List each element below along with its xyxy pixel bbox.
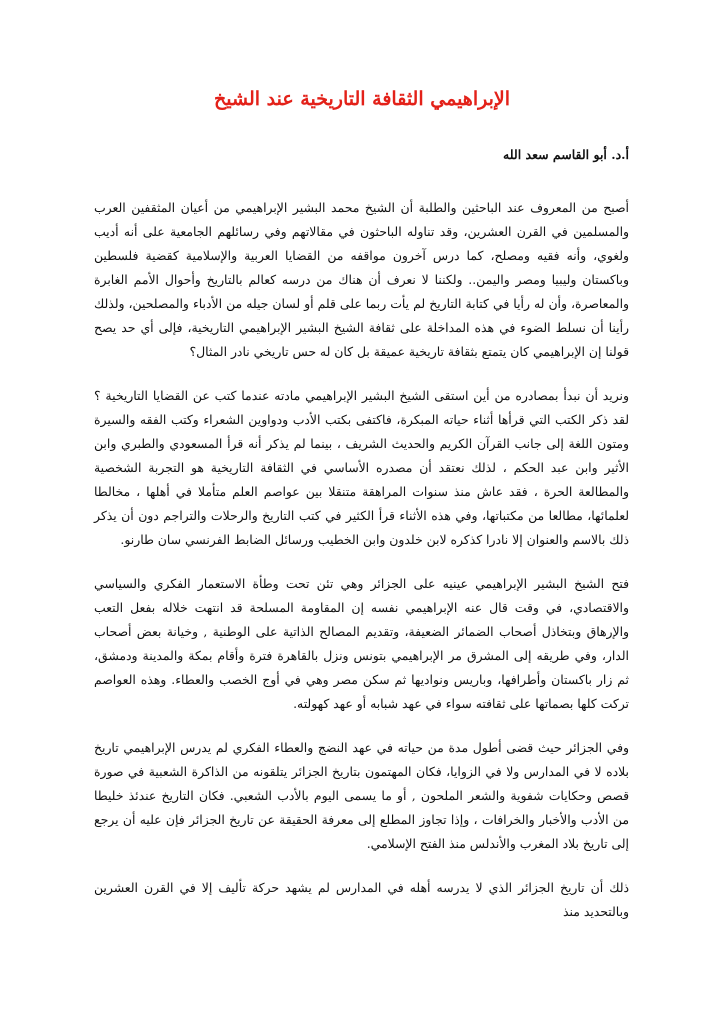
paragraph-5: ذلك أن تاريخ الجزائر الذي لا يدرسه أهله في المدارس لم يشهد حركة تأليف إلا في القرن العشرين وبالتحديد منذ	[94, 880, 629, 919]
paragraph-3: فتح الشيخ البشير الإبراهيمي عينيه على الجزائر وهي تئن تحت وطأة الاستعمار الفكري والسياسي والاقتصادي، في وقت قال عنه الإبراهيمي نفسه إن المقاومة المسلحة قد انتهت خلاله بفعل التعب والإرهاق وبتخاذل أصحاب الضمائر الضعيفة، وتقديم المصالح الذاتية على الوطنية , وخيانة بعض أصحاب الدار، وفي طريقه إلى المشرق مر الإبراهيمي بتونس ونزل بالقاهرة فترة وأقام بمكة والمدينة ودمشق، ثم زار باكستان وأطرافها، وباريس ونواديها ثم سكن مصر وهي في أوج الخصب والعطاء. وهذه العواصم تركت كلها بصماتها على ثقافته سواء في عهد شبابه أو عهد كهولته.	[94, 576, 629, 711]
paragraph-4: وفي الجزائر حيث قضى أطول مدة من حياته في عهد النضج والعطاء الفكري لم يدرس الإبراهيمي تاريخ بلاده لا في المدارس ولا في الزوايا، فكان المهتمون بتاريخ الجزائر يتلقونه من الذاكرة الشعبية في صورة قصص وحكايات شفوية والشعر الملحون , أو ما يسمى اليوم بالأدب الشعبي. فكان التاريخ عندئذ خليطا من الأدب والأخبار والخرافات ، وإذا تجاوز المطلع إلى معرفة الحقيقة عن تاريخ الجزائر فإن عليه أن يرجع إلى تاريخ بلاد المغرب والأندلس منذ الفتح الإسلامي.	[94, 740, 629, 851]
article-body	[94, 196, 629, 944]
paragraph-2: ونريد أن نبدأ بمصادره من أين استقى الشيخ البشير الإبراهيمي مادته عندما كتب عن القضايا التاريخية ؟ لقد ذكر الكتب التي قرأها أثناء حياته المبكرة، فاكتفى بكتب الأدب ودواوين الشعراء وكتب الفقه والسيرة ومتون اللغة إلى جانب القرآن الكريم والحديث الشريف ، بينما لم يذكر أنه قرأ المسعودي والطبري وابن الأثير وابن عبد الحكم ، لذلك نعتقد أن مصدره الأساسي في الثقافة التاريخية هو التجربة الشخصية والمطالعة الحرة ، فقد عاش منذ سنوات المراهقة متنقلا بين عواصم العلم متأملا في أهلها ، مخالطا لعلمائها، مطالعا من مكتباتها، وفي هذه الأثناء قرأ الكثير في كتب التاريخ والرحلات والتراجم دون أن يذكر ذلك بالاسم والعنوان إلا نادرا كذكره لابن خلدون وابن الخطيب ورسائل الضابط الفرنسي سان طارنو.	[94, 388, 629, 547]
article-title: الإبراهيمي الثقافة التاريخية عند الشيخ	[214, 88, 510, 110]
author-name: أ.د. أبو القاسم سعد الله	[503, 147, 629, 162]
paragraph-1: أصبح من المعروف عند الباحثين والطلبة أن الشيخ محمد البشير الإبراهيمي من أعيان المثقفين العرب والمسلمين في القرن العشرين، وقد تناوله الباحثون في مقالاتهم وفي رسائلهم الجامعية على أنه أديب ولغوي، وأنه فقيه ومصلح، كما درس آخرون مواقفه من القضايا العربية والإسلامية كقضية فلسطين وباكستان وليبيا ومصر واليمن.. ولكننا لا نعرف أن هناك من درسه كعالم بالتاريخ وأحوال الأمم الغابرة والمعاصرة، وأن له رأيا في كتابة التاريخ لم يأت ربما على قلم أو لسان جيله من الأدباء والمصلحين، ولذلك رأينا أن نسلط الضوء في هذه المداخلة على ثقافة الشيخ البشير الإبراهيمي التاريخية، فإلى أي حد يصح قولنا إن الإبراهيمي كان يتمتع بثقافة تاريخية عميقة بل كان له حس تاريخي نادر المثال؟	[94, 200, 629, 359]
